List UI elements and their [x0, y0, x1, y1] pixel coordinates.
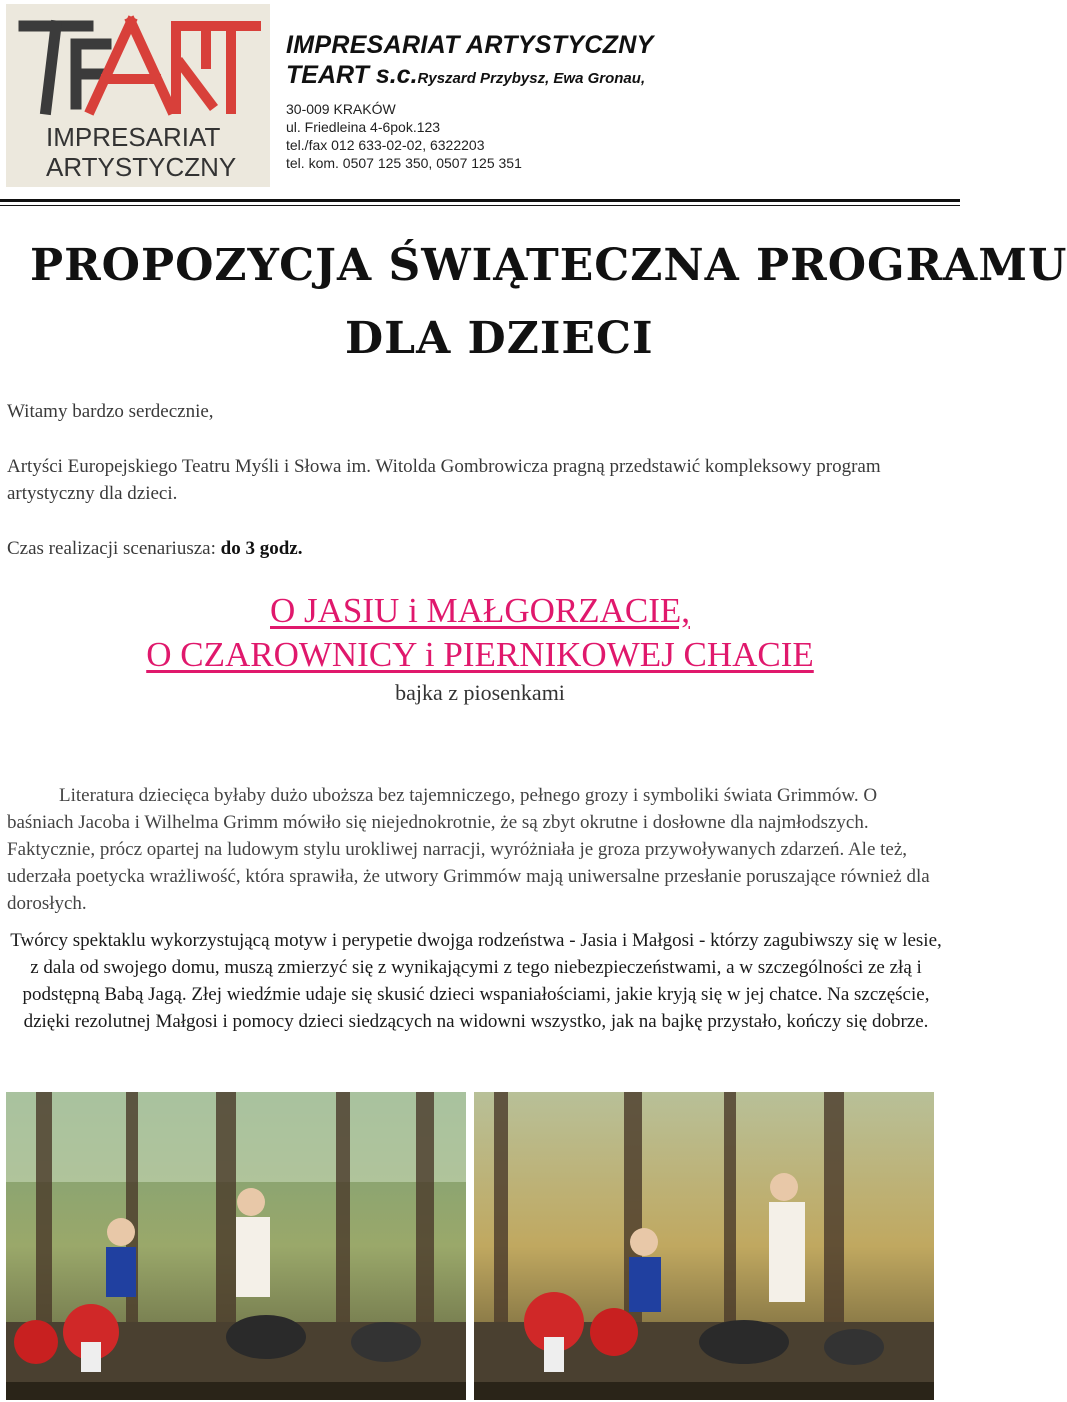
company-address — [286, 100, 654, 172]
stage-photo-2 — [474, 1092, 934, 1400]
address-line: 30-009 KRAKÓW — [286, 101, 396, 117]
address-line: ul. Friedleina 4-6pok.123 — [286, 119, 441, 135]
company-info — [286, 30, 654, 172]
header-divider — [0, 199, 960, 202]
logo-subtitle-2: ARTYSTYCZNY — [46, 152, 237, 182]
header-divider-thin — [0, 205, 960, 206]
logo-subtitle-1: IMPRESARIAT — [46, 122, 221, 152]
company-logo — [6, 4, 270, 187]
mobile-line: tel. kom. 0507 125 350, 0507 125 351 — [286, 155, 522, 171]
page-title: PROPOZYCJA ŚWIĄTECZNA PROGRAMU — [30, 240, 1067, 291]
description-paragraph-2: Twórcy spektaklu wykorzystującą motyw i perypetie dwojga rodzeństwa - Jasia i Małgosi - którzy zagubiwszy się w lesie, z dala od swojego domu, muszą zmierzyć się z wynikającymi z tego niebezpieczeństwami, a w szczególności ze złą i podstępną Babą Jagą. Złej wiedźmie udaje się skusić dzieci wspaniałościami, jakie kryją się w jej chatce. Na szczęście, dzięki rezolutnej Małgosi i pomocy dzieci siedzących na widowni wszystko, jak na bajkę przystało, kończy się dobrze. — [10, 930, 942, 1032]
stage-photo-1 — [6, 1092, 466, 1400]
show-subtitle: bajka z piosenkami — [395, 680, 565, 705]
duration-value: do 3 godz. — [220, 538, 303, 559]
company-name-2: TEART s.c.Ryszard Przybysz, Ewa Gronau, — [286, 61, 646, 89]
intro-paragraph: Artyści Europejskiego Teatru Myśli i Słowa im. Witolda Gombrowicza pragną przedstawić kompleksowy program artystyczny dla dzieci. — [7, 456, 881, 504]
show-title-line2: O CZAROWNICY i PIERNIKOWEJ CHACIE — [146, 635, 814, 674]
duration-info: Czas realizacji scenariusza: do 3 godz. — [7, 538, 303, 559]
show-title-line1: O JASIU i MAŁGORZACIE, — [270, 591, 690, 630]
page-title-line2: DLA DZIECI — [345, 313, 654, 364]
greeting: Witamy bardzo serdecznie, — [7, 401, 214, 422]
phone-line: tel./fax 012 633-02-02, 6322203 — [286, 137, 485, 153]
description-paragraph-1: Literatura dziecięca byłaby dużo uboższa bez tajemniczego, pełnego grozy i symboliki świata Grimmów. O baśniach Jacoba i Wilhelma Grimm mówiło się niejednokrotnie, że są zbyt okrutne i dosłowne dla najmłodszych. Faktycznie, prócz opartej na ludowym stylu urokliwej narracji, wyróżniała je groza przywoływanych zdarzeń. Ale też, uderzała poetycka wrażliwość, która sprawiła, że utwory Grimmów mają uniwersalne przesłanie poruszające również dla dorosłych. — [7, 785, 930, 914]
company-name: IMPRESARIAT ARTYSTYCZNY — [286, 31, 654, 59]
company-owners: Ryszard Przybysz, Ewa Gronau, — [417, 70, 646, 87]
